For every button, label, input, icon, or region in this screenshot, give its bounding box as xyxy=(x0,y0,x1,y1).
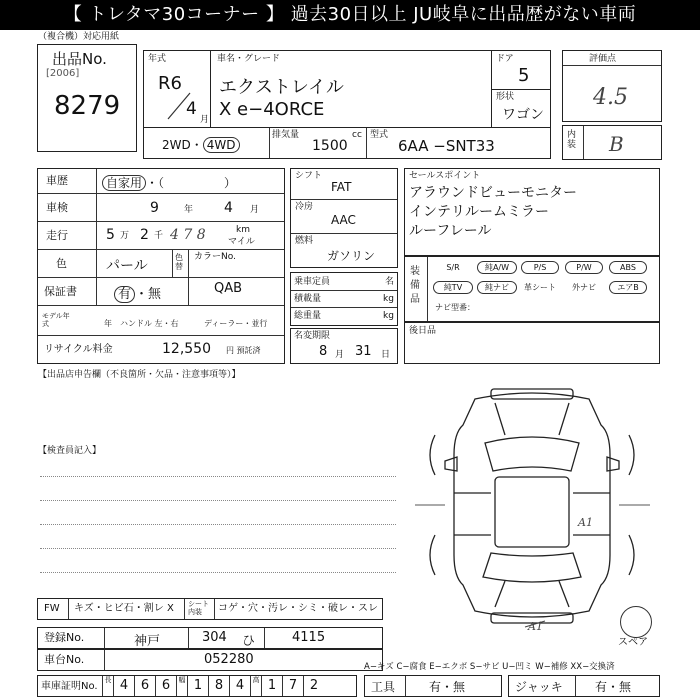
deadline-month: 8 xyxy=(319,344,328,359)
gross-label: 総重量 xyxy=(294,311,322,321)
capacity-label: 乗車定員 xyxy=(294,277,331,287)
year-box xyxy=(143,50,211,128)
lot-number: 8279 xyxy=(54,91,121,121)
model-label: 車名・グレード xyxy=(217,54,281,64)
equip-leather: 革シート xyxy=(524,283,556,292)
history-label: 車歴 xyxy=(46,174,68,187)
type-code-value: 6AA −SNT33 xyxy=(398,137,495,155)
shift-label: シフト xyxy=(295,171,323,181)
chassis-label: 車台No. xyxy=(44,653,85,666)
selling-point-3: ルーフレール xyxy=(409,223,492,239)
lot-stamp: [2006] xyxy=(46,68,80,79)
damage-legend: A−キズ C−腐食 E−エクボ S−サビ U−凹ミ W−補修 XX−交換済 xyxy=(364,662,615,672)
doors-value: 5 xyxy=(518,65,530,86)
damage-mark-a: A1 xyxy=(578,516,593,529)
drive-dot: ・ xyxy=(190,138,203,152)
car-damage-diagram xyxy=(405,385,660,633)
registration-num1: 304 xyxy=(202,630,227,645)
certificate-cell: 7 xyxy=(282,676,303,696)
load-unit: kg xyxy=(383,294,394,304)
tools-label: 工具 xyxy=(371,680,396,694)
jack-label: ジャッキ xyxy=(515,680,563,694)
spare-label: スペア xyxy=(618,637,648,648)
certificate-cell: 4 xyxy=(113,676,134,696)
dealer-type: ディーラー・並行 xyxy=(204,319,268,328)
gross-unit: kg xyxy=(383,311,394,321)
certificate-cell: 幅 xyxy=(176,676,187,696)
model-box xyxy=(210,50,492,128)
mileage-km: km xyxy=(236,225,250,235)
displacement-value: 1500 xyxy=(312,138,348,154)
inspection-year-unit: 年 xyxy=(184,205,194,215)
tools-row xyxy=(364,675,502,697)
chassis-value: 052280 xyxy=(204,652,254,667)
interior-value: B xyxy=(609,132,624,156)
model-year-nen: 年 xyxy=(104,319,112,328)
inspection-month-unit: 月 xyxy=(250,205,260,215)
certificate-cell: 6 xyxy=(155,676,176,696)
selling-points-label: セールスポイント xyxy=(409,171,481,181)
navi-model-label: ナビ型番： xyxy=(435,303,475,312)
seat-label: シート内装 xyxy=(188,600,209,616)
damage-mark-b: A1 xyxy=(528,620,543,633)
displacement-label: 排気量 xyxy=(272,130,300,140)
year-label: 年式 xyxy=(148,54,167,64)
inspection-year: 9 xyxy=(150,200,159,216)
selling-point-1: アラウンドビューモニター xyxy=(409,185,577,201)
drive-4wd: 4WD xyxy=(203,137,240,153)
warranty-label: 保証書 xyxy=(44,285,77,298)
jack-value: 有・無 xyxy=(595,680,632,694)
equipment-label: 装備品 xyxy=(410,266,420,305)
ac-label: 冷房 xyxy=(295,202,314,212)
registration-city: 神戸 xyxy=(134,634,161,649)
year-month: 4 xyxy=(186,99,197,119)
selling-points-box xyxy=(404,168,660,256)
color-code: QAB xyxy=(214,281,243,296)
certificate-cell: 長 xyxy=(102,676,113,696)
body-type-value: ワゴン xyxy=(502,107,544,123)
certificate-cell: 4 xyxy=(229,676,250,696)
selling-point-2: インテリルームミラー xyxy=(409,204,549,220)
damage-row xyxy=(37,598,383,620)
body-type-box xyxy=(491,89,551,128)
interior-box xyxy=(562,125,662,160)
score-value: 4.5 xyxy=(593,85,628,110)
score-box xyxy=(562,50,662,122)
deadline-box xyxy=(290,328,398,364)
warranty-rest: ・無 xyxy=(135,287,162,302)
equip-tv: 純TV xyxy=(433,281,473,294)
history-own: 自家用 xyxy=(102,175,146,191)
banner-title: 【 トレタマ30コーナー 】 過去30日以上 JU岐阜に出品歴がない車両 xyxy=(0,0,700,30)
registration-label: 登録No. xyxy=(44,631,85,644)
body-type-label: 形状 xyxy=(496,92,515,102)
color-change-label: 色替 xyxy=(175,253,183,271)
recycle-unit: 円 預託済 xyxy=(226,346,261,355)
color-label: 色 xyxy=(56,257,67,270)
equip-ps: P/S xyxy=(521,261,559,274)
certificate-cells xyxy=(102,676,324,696)
recycle-value: 12,550 xyxy=(162,341,211,357)
deadline-day: 31 xyxy=(355,344,372,359)
capacity-unit: 名 xyxy=(385,277,395,287)
model-name: エクストレイル xyxy=(219,77,344,98)
equip-navi: 純ナビ xyxy=(477,281,517,294)
certificate-cell: 高 xyxy=(250,676,261,696)
year-month-unit: 月 xyxy=(200,115,210,125)
later-date-label: 後日品 xyxy=(409,326,437,336)
inspection-month: 4 xyxy=(224,200,233,216)
equip-aw: 純A/W xyxy=(477,261,517,274)
certificate-row xyxy=(37,675,357,697)
equip-pw: P/W xyxy=(565,261,603,274)
color-value: パール xyxy=(106,258,148,274)
ac-value: AAC xyxy=(331,213,356,227)
inspection-label: 車検 xyxy=(46,201,68,214)
certificate-cell: 1 xyxy=(187,676,208,696)
deadline-month-unit: 月 xyxy=(335,350,345,360)
mileage-man-unit: 万 xyxy=(120,231,130,241)
equip-sr: S/R xyxy=(446,263,460,272)
equipment-box xyxy=(404,256,660,322)
registration-num2: 4115 xyxy=(292,630,326,645)
displacement-unit: cc xyxy=(352,130,362,140)
mileage-label: 走行 xyxy=(46,229,68,242)
damage-fw-text: キズ・ヒビ石・割レ X xyxy=(74,603,174,614)
certificate-cell: 2 xyxy=(303,676,324,696)
registration-row xyxy=(37,627,383,649)
warranty-value xyxy=(114,283,161,302)
shift-value: FAT xyxy=(331,180,352,194)
jack-row xyxy=(508,675,660,697)
lot-box xyxy=(37,44,137,152)
certificate-cell: 1 xyxy=(261,676,282,696)
spec-box xyxy=(290,168,398,268)
damage-fw-label: FW xyxy=(44,603,60,614)
load-label: 積載量 xyxy=(294,294,322,304)
weights-box xyxy=(290,272,398,326)
mileage-sen: 2 xyxy=(140,227,149,243)
mileage-hand: 4 7 8 xyxy=(170,227,206,243)
drive-2wd: 2WD xyxy=(162,138,191,152)
seller-note-label: 【出品店申告欄（不良箇所・欠品・注意事項等）】 xyxy=(38,370,241,380)
sheet-sub-note: （複合機）対応用紙 xyxy=(38,32,120,42)
model-year-label: モデル年式 xyxy=(42,312,70,328)
score-label: 評価点 xyxy=(589,54,617,64)
year-era: R6 xyxy=(158,73,182,94)
doors-box xyxy=(491,50,551,90)
deadline-label: 名変期限 xyxy=(294,331,331,341)
certificate-cell: 8 xyxy=(208,676,229,696)
spare-tire-icon xyxy=(620,606,652,638)
mileage-mile: マイル xyxy=(228,237,255,247)
drive-row xyxy=(143,127,551,159)
registration-kana: ひ xyxy=(242,634,256,649)
later-date-box xyxy=(404,322,660,364)
equip-airbag: エアB xyxy=(609,281,647,294)
equip-abs: ABS xyxy=(609,261,647,274)
seat-text: コゲ・穴・汚レ・シミ・破レ・スレ xyxy=(218,603,378,614)
lot-label: 出品No. xyxy=(52,50,107,68)
handle-side: ハンドル 左・右 xyxy=(120,319,179,328)
tools-value: 有・無 xyxy=(429,680,466,694)
mileage-man: 5 xyxy=(106,227,115,243)
fuel-value: ガソリン xyxy=(327,249,376,263)
equip-ext-navi: 外ナビ xyxy=(572,283,596,292)
deadline-day-unit: 日 xyxy=(381,350,391,360)
mileage-sen-unit: 千 xyxy=(154,231,164,241)
history-rest: ・（ ） xyxy=(146,176,237,190)
model-grade: X e−4ORCE xyxy=(219,99,325,120)
fuel-label: 燃料 xyxy=(295,236,314,246)
certificate-label: 車庫証明No. xyxy=(41,681,98,692)
color-code-label: カラーNo. xyxy=(194,252,236,262)
history-value xyxy=(102,174,236,191)
doors-label: ドア xyxy=(496,54,514,64)
chassis-row xyxy=(37,649,383,671)
certificate-cell: 6 xyxy=(134,676,155,696)
history-box xyxy=(37,168,285,364)
type-code-label: 型式 xyxy=(370,130,389,140)
inspector-label: 【検査員記入】 xyxy=(38,446,102,456)
recycle-label: リサイクル料金 xyxy=(44,344,113,355)
warranty-yes: 有 xyxy=(114,286,135,303)
drive-options xyxy=(162,136,240,153)
interior-label: 内装 xyxy=(567,130,577,150)
